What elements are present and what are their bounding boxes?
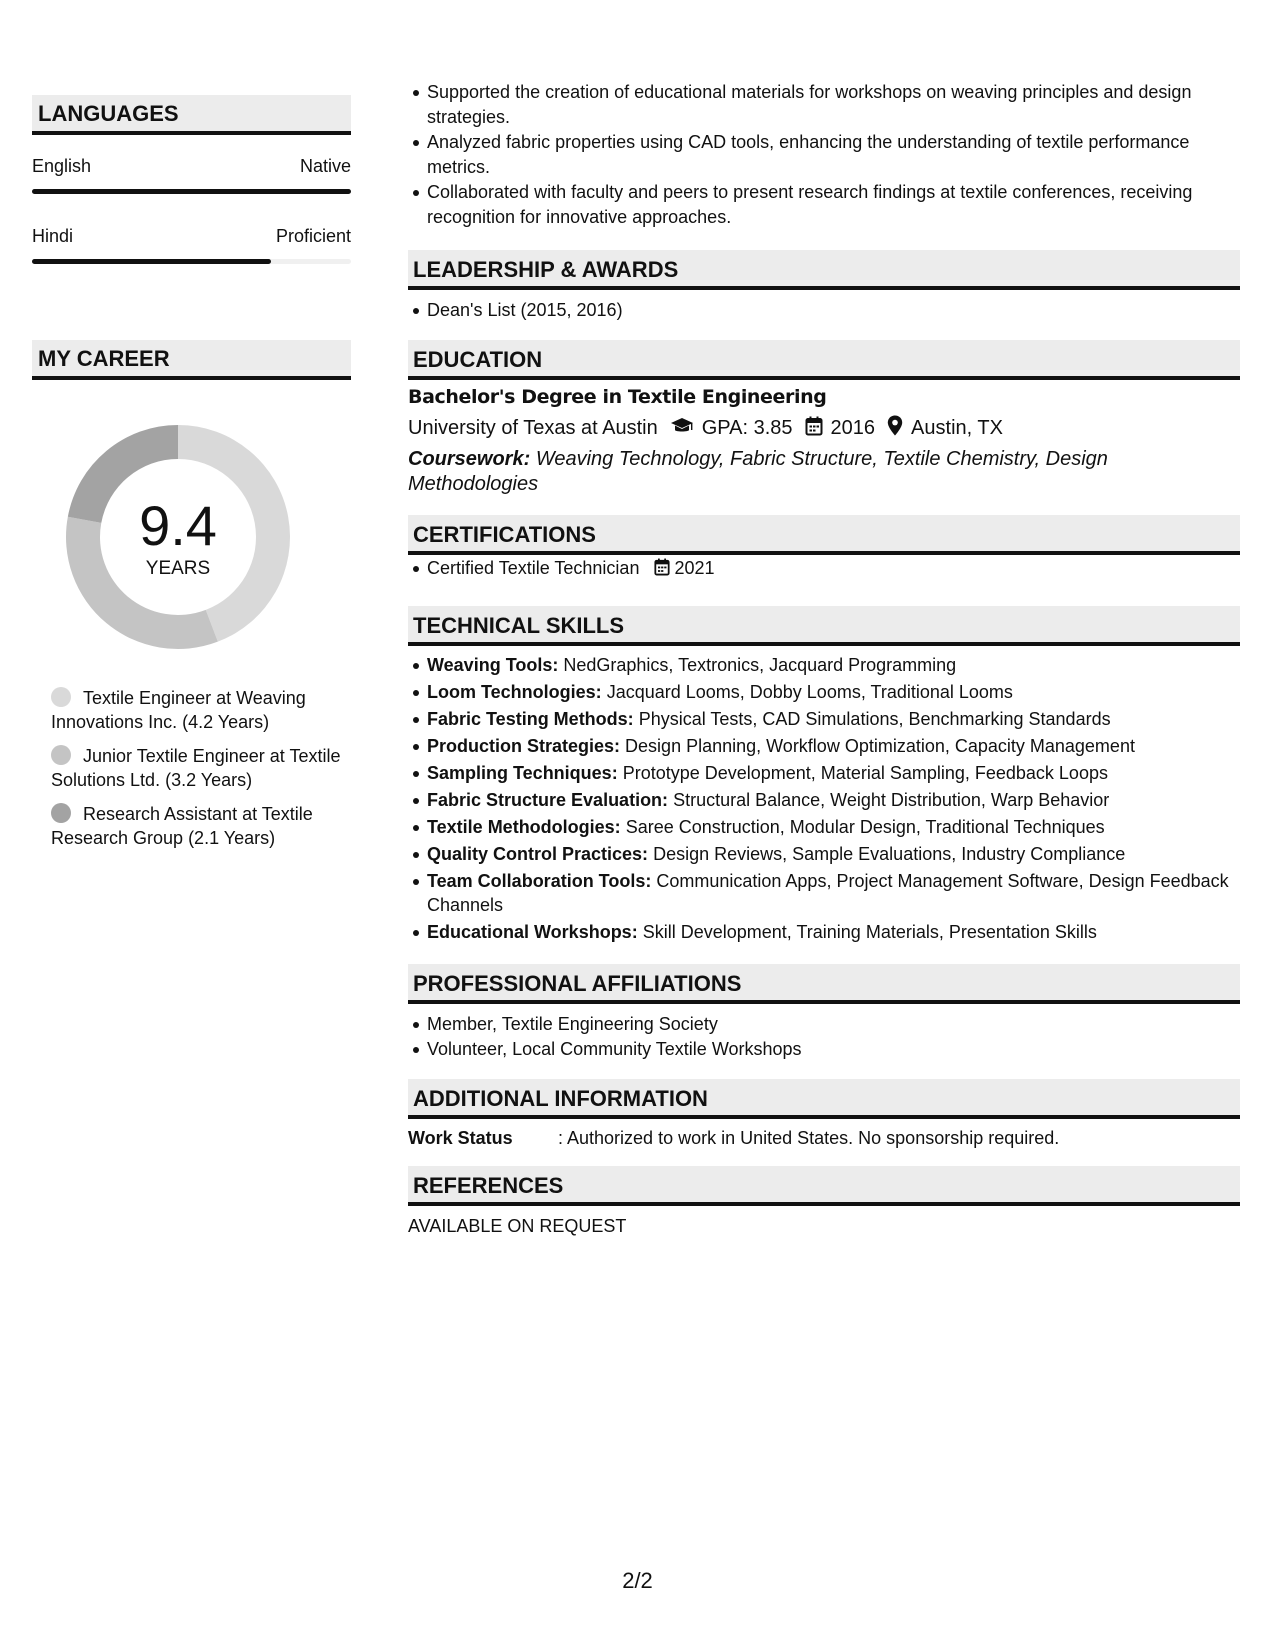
language-proficiency-bar	[32, 259, 351, 264]
leadership-heading: LEADERSHIP & AWARDS	[408, 250, 1240, 290]
technical-skills-heading: TECHNICAL SKILLS	[408, 606, 1240, 646]
career-legend	[51, 686, 341, 860]
skill-category: Fabric Testing Methods:	[427, 709, 634, 729]
education-details	[408, 415, 1003, 442]
references-text: AVAILABLE ON REQUEST	[408, 1216, 627, 1236]
education-heading: EDUCATION	[408, 340, 1240, 380]
skill-values: Physical Tests, CAD Simulations, Benchmarking Standards	[638, 709, 1111, 729]
skill-values: Design Planning, Workflow Optimization, Capacity Management	[625, 736, 1135, 756]
language-proficiency-fill	[32, 189, 351, 194]
skill-item	[427, 680, 1240, 704]
career-legend-item	[51, 686, 341, 734]
career-legend-item	[51, 802, 341, 850]
career-legend-item	[51, 744, 341, 792]
skill-category: Quality Control Practices:	[427, 844, 649, 864]
affiliation-item: Volunteer, Local Community Textile Workshops	[427, 1037, 1240, 1062]
skill-item	[427, 869, 1240, 917]
additional-info-heading: ADDITIONAL INFORMATION	[408, 1079, 1240, 1119]
degree-title: Bachelor's Degree in Textile Engineering	[408, 386, 827, 408]
coursework-label: Coursework:	[408, 448, 531, 470]
work-status-label: Work Status	[408, 1128, 513, 1148]
language-name: Hindi	[32, 226, 74, 246]
skill-values: Skill Development, Training Materials, Presentation Skills	[642, 922, 1097, 942]
skill-values: Jacquard Looms, Dobby Looms, Traditional Looms	[606, 682, 1013, 702]
language-name: English	[32, 156, 92, 176]
skill-category: Sampling Techniques:	[427, 763, 618, 783]
skill-category: Educational Workshops:	[427, 922, 638, 942]
technical-skills-list	[408, 653, 1240, 947]
skill-category: Weaving Tools:	[427, 655, 559, 675]
leadership-list	[408, 298, 1240, 323]
map-pin-icon	[887, 415, 903, 442]
calendar-icon	[805, 416, 823, 442]
certifications-heading: CERTIFICATIONS	[408, 515, 1240, 555]
certifications-list	[408, 556, 1240, 583]
skill-item	[427, 653, 1240, 677]
affiliation-item: Member, Textile Engineering Society	[427, 1012, 1240, 1037]
references-heading: REFERENCES	[408, 1166, 1240, 1206]
skill-values: Communication Apps, Project Management Software, Design Feedback Channels	[427, 871, 1229, 915]
certification-name: Certified Textile Technician	[427, 558, 640, 578]
language-proficiency-bar	[32, 189, 351, 194]
graduation-year: 2016	[830, 417, 876, 439]
skill-values: Design Reviews, Sample Evaluations, Industry Compliance	[653, 844, 1126, 864]
language-proficiency-fill	[32, 259, 271, 264]
skill-item	[427, 707, 1240, 731]
skill-category: Production Strategies:	[427, 736, 621, 756]
legend-dot-icon	[51, 745, 71, 765]
skill-item	[427, 815, 1240, 839]
career-total-unit: YEARS	[145, 558, 211, 579]
language-level: Proficient	[275, 226, 351, 246]
skill-item	[427, 761, 1240, 785]
coursework	[408, 447, 1188, 497]
language-hindi	[32, 226, 351, 264]
career-role-label: Textile Engineer at Weaving Innovations Inc. (4.2 Years)	[51, 688, 306, 732]
language-english	[32, 156, 351, 194]
skill-item	[427, 734, 1240, 758]
education-location: Austin, TX	[911, 417, 1003, 439]
affiliations-list	[408, 1012, 1240, 1062]
legend-dot-icon	[51, 687, 71, 707]
work-status-value: : Authorized to work in United States. No sponsorship required.	[558, 1128, 1060, 1148]
certification-year: 2021	[674, 558, 715, 578]
skill-values: Prototype Development, Material Sampling, Feedback Loops	[622, 763, 1108, 783]
experience-bullets	[408, 80, 1240, 230]
skill-item	[427, 788, 1240, 812]
skill-category: Textile Methodologies:	[427, 817, 621, 837]
languages-heading: LANGUAGES	[32, 95, 351, 135]
page-number: 2/2	[622, 1568, 653, 1593]
skill-item	[427, 842, 1240, 866]
gpa-text: GPA: 3.85	[701, 417, 793, 439]
work-status-row	[408, 1128, 1059, 1149]
skill-values: Structural Balance, Weight Distribution, Warp Behavior	[673, 790, 1110, 810]
legend-dot-icon	[51, 803, 71, 823]
calendar-icon	[654, 558, 670, 583]
career-role-label: Junior Textile Engineer at Textile Solutions Ltd. (3.2 Years)	[51, 746, 341, 790]
career-donut-chart	[65, 424, 291, 650]
career-role-label: Research Assistant at Textile Research Group (2.1 Years)	[51, 804, 313, 848]
experience-bullet: Supported the creation of educational materials for workshops on weaving principles and design strategies.	[427, 80, 1240, 130]
language-level: Native	[299, 156, 351, 176]
career-total-years: 9.4	[139, 494, 217, 557]
experience-bullet: Collaborated with faculty and peers to present research findings at textile conferences, receiving recognition for innovative approaches.	[427, 180, 1240, 230]
skill-category: Fabric Structure Evaluation:	[427, 790, 669, 810]
school-name: University of Texas at Austin	[408, 417, 658, 439]
skill-values: Saree Construction, Modular Design, Traditional Techniques	[625, 817, 1105, 837]
experience-bullet: Analyzed fabric properties using CAD tools, enhancing the understanding of textile performance metrics.	[427, 130, 1240, 180]
award-item: Dean's List (2015, 2016)	[427, 298, 1240, 323]
certification-item	[427, 556, 1240, 583]
skill-category: Loom Technologies:	[427, 682, 602, 702]
affiliations-heading: PROFESSIONAL AFFILIATIONS	[408, 964, 1240, 1004]
career-heading: MY CAREER	[32, 340, 351, 380]
coursework-text: Weaving Technology, Fabric Structure, Textile Chemistry, Design Methodologies	[408, 448, 1108, 495]
graduation-cap-icon	[670, 417, 694, 441]
skill-category: Team Collaboration Tools:	[427, 871, 652, 891]
skill-item	[427, 920, 1240, 944]
skill-values: NedGraphics, Textronics, Jacquard Programming	[563, 655, 957, 675]
